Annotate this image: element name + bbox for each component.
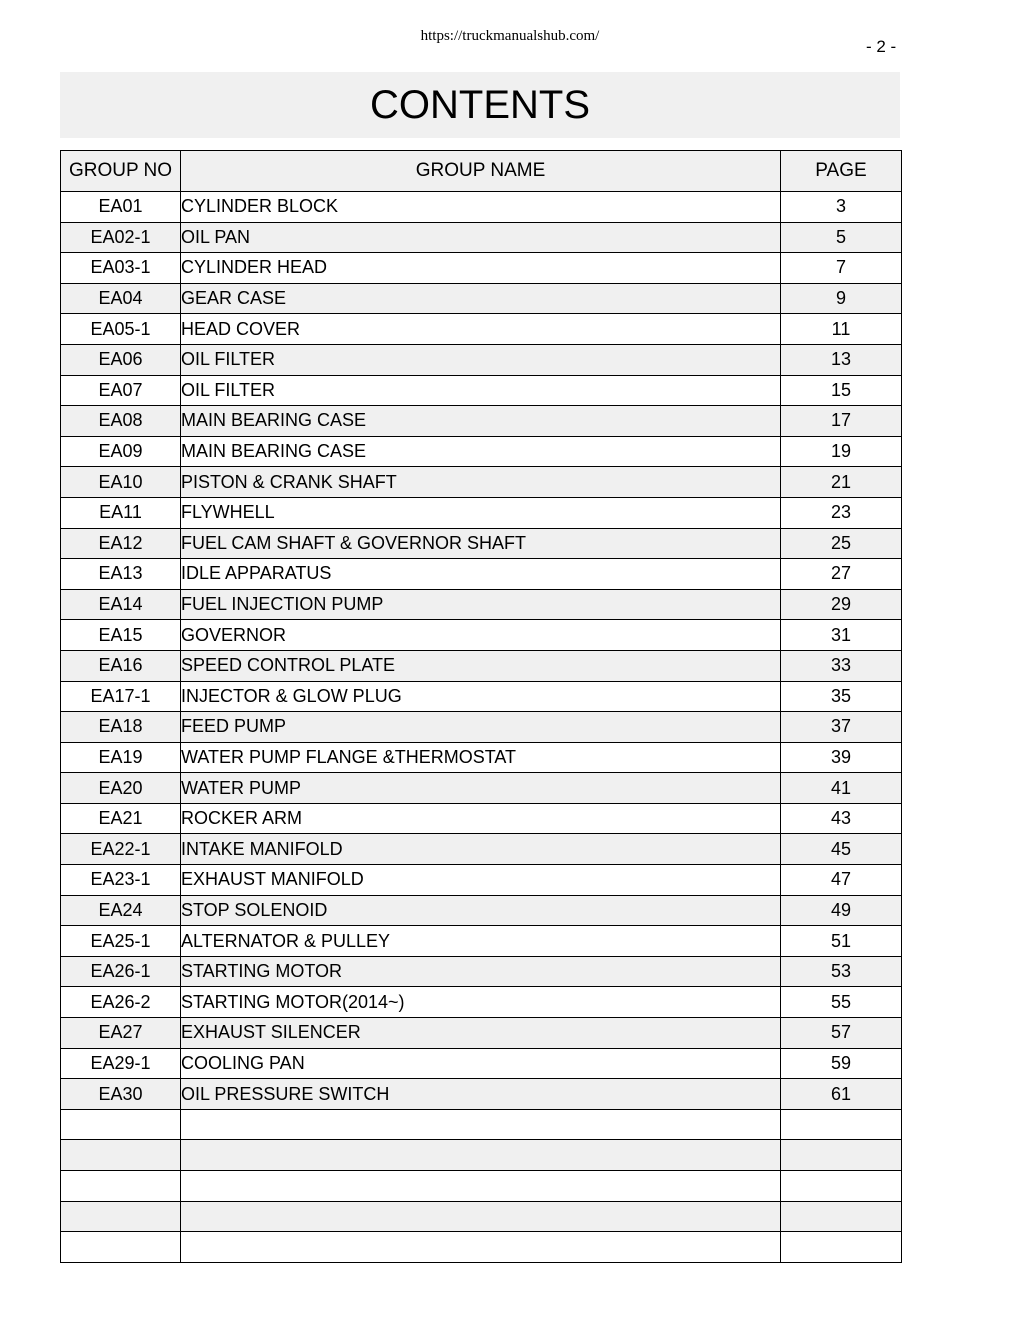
group-no-cell: EA10 bbox=[61, 467, 181, 498]
table-row bbox=[61, 283, 902, 314]
group-name-cell: STOP SOLENOID bbox=[181, 895, 781, 926]
group-no-cell bbox=[61, 1140, 181, 1171]
page-cell: 41 bbox=[781, 773, 902, 804]
group-no-cell: EA14 bbox=[61, 589, 181, 620]
page-cell: 55 bbox=[781, 987, 902, 1018]
group-no-cell bbox=[61, 1171, 181, 1202]
group-no-cell: EA02-1 bbox=[61, 222, 181, 253]
table-row bbox=[61, 467, 902, 498]
group-no-cell: EA23-1 bbox=[61, 865, 181, 896]
group-name-cell: CYLINDER BLOCK bbox=[181, 192, 781, 223]
group-name-cell: GOVERNOR bbox=[181, 620, 781, 651]
table-row bbox=[61, 742, 902, 773]
group-name-cell: IDLE APPARATUS bbox=[181, 559, 781, 590]
page-cell: 11 bbox=[781, 314, 902, 345]
table-row bbox=[61, 314, 902, 345]
table-row bbox=[61, 589, 902, 620]
group-no-cell: EA05-1 bbox=[61, 314, 181, 345]
table-row bbox=[61, 620, 902, 651]
table-row bbox=[61, 1232, 902, 1263]
page-cell: 19 bbox=[781, 436, 902, 467]
group-no-cell: EA06 bbox=[61, 344, 181, 375]
group-name-cell: FEED PUMP bbox=[181, 712, 781, 743]
table-row bbox=[61, 773, 902, 804]
page-cell: 49 bbox=[781, 895, 902, 926]
page-cell: 35 bbox=[781, 681, 902, 712]
page-cell: 27 bbox=[781, 559, 902, 590]
group-name-cell: WATER PUMP FLANGE &THERMOSTAT bbox=[181, 742, 781, 773]
group-no-cell: EA12 bbox=[61, 528, 181, 559]
table-row bbox=[61, 497, 902, 528]
group-name-cell: STARTING MOTOR bbox=[181, 956, 781, 987]
group-no-cell: EA27 bbox=[61, 1018, 181, 1049]
page-number: - 2 - bbox=[866, 37, 897, 56]
table-row bbox=[61, 1201, 902, 1232]
group-name-cell: INJECTOR & GLOW PLUG bbox=[181, 681, 781, 712]
page-cell: 17 bbox=[781, 406, 902, 437]
group-name-cell: ALTERNATOR & PULLEY bbox=[181, 926, 781, 957]
table-row bbox=[61, 375, 902, 406]
page-cell: 61 bbox=[781, 1079, 902, 1110]
page-cell: 43 bbox=[781, 803, 902, 834]
table-row bbox=[61, 1018, 902, 1049]
group-no-cell: EA15 bbox=[61, 620, 181, 651]
group-no-cell: EA13 bbox=[61, 559, 181, 590]
contents-table-body bbox=[61, 192, 902, 1263]
group-name-cell: FLYWHELL bbox=[181, 497, 781, 528]
page-cell bbox=[781, 1109, 902, 1140]
column-header-group-name: GROUP NAME bbox=[181, 151, 781, 192]
page-cell: 37 bbox=[781, 712, 902, 743]
group-no-cell: EA01 bbox=[61, 192, 181, 223]
page-cell: 33 bbox=[781, 650, 902, 681]
group-no-cell: EA16 bbox=[61, 650, 181, 681]
table-row bbox=[61, 926, 902, 957]
group-no-cell: EA07 bbox=[61, 375, 181, 406]
group-name-cell: INTAKE MANIFOLD bbox=[181, 834, 781, 865]
group-no-cell bbox=[61, 1201, 181, 1232]
table-row bbox=[61, 192, 902, 223]
group-no-cell bbox=[61, 1232, 181, 1263]
page-cell: 23 bbox=[781, 497, 902, 528]
page-cell: 5 bbox=[781, 222, 902, 253]
group-no-cell: EA18 bbox=[61, 712, 181, 743]
group-no-cell: EA22-1 bbox=[61, 834, 181, 865]
page-cell: 47 bbox=[781, 865, 902, 896]
group-no-cell: EA20 bbox=[61, 773, 181, 804]
group-name-cell bbox=[181, 1140, 781, 1171]
table-row bbox=[61, 253, 902, 284]
page-cell: 51 bbox=[781, 926, 902, 957]
group-no-cell: EA08 bbox=[61, 406, 181, 437]
group-no-cell: EA25-1 bbox=[61, 926, 181, 957]
group-no-cell: EA26-1 bbox=[61, 956, 181, 987]
group-name-cell: STARTING MOTOR(2014~) bbox=[181, 987, 781, 1018]
group-name-cell: ROCKER ARM bbox=[181, 803, 781, 834]
table-row bbox=[61, 987, 902, 1018]
group-name-cell: OIL PRESSURE SWITCH bbox=[181, 1079, 781, 1110]
table-row bbox=[61, 1140, 902, 1171]
page-cell bbox=[781, 1232, 902, 1263]
group-no-cell: EA09 bbox=[61, 436, 181, 467]
group-no-cell: EA29-1 bbox=[61, 1048, 181, 1079]
group-no-cell: EA03-1 bbox=[61, 253, 181, 284]
table-row bbox=[61, 344, 902, 375]
page-cell: 21 bbox=[781, 467, 902, 498]
group-name-cell bbox=[181, 1109, 781, 1140]
column-header-page: PAGE bbox=[781, 151, 902, 192]
page-cell: 31 bbox=[781, 620, 902, 651]
group-name-cell: GEAR CASE bbox=[181, 283, 781, 314]
contents-table bbox=[60, 150, 902, 1263]
group-name-cell: WATER PUMP bbox=[181, 773, 781, 804]
table-row bbox=[61, 803, 902, 834]
table-row bbox=[61, 834, 902, 865]
page-cell: 3 bbox=[781, 192, 902, 223]
group-name-cell: PISTON & CRANK SHAFT bbox=[181, 467, 781, 498]
table-row bbox=[61, 436, 902, 467]
group-name-cell: FUEL INJECTION PUMP bbox=[181, 589, 781, 620]
table-row bbox=[61, 1171, 902, 1202]
group-no-cell: EA17-1 bbox=[61, 681, 181, 712]
table-row bbox=[61, 1109, 902, 1140]
page-cell: 13 bbox=[781, 344, 902, 375]
table-row bbox=[61, 559, 902, 590]
group-name-cell: OIL PAN bbox=[181, 222, 781, 253]
table-row bbox=[61, 681, 902, 712]
table-row bbox=[61, 1048, 902, 1079]
page-cell: 57 bbox=[781, 1018, 902, 1049]
group-no-cell: EA21 bbox=[61, 803, 181, 834]
group-name-cell: EXHAUST MANIFOLD bbox=[181, 865, 781, 896]
group-no-cell: EA26-2 bbox=[61, 987, 181, 1018]
group-name-cell: SPEED CONTROL PLATE bbox=[181, 650, 781, 681]
source-url[interactable]: https://truckmanualshub.com/ bbox=[420, 28, 600, 44]
table-header-row bbox=[61, 151, 902, 192]
page-cell: 9 bbox=[781, 283, 902, 314]
group-name-cell: HEAD COVER bbox=[181, 314, 781, 345]
group-name-cell: CYLINDER HEAD bbox=[181, 253, 781, 284]
group-name-cell bbox=[181, 1232, 781, 1263]
page-cell: 29 bbox=[781, 589, 902, 620]
group-name-cell bbox=[181, 1201, 781, 1232]
group-no-cell: EA19 bbox=[61, 742, 181, 773]
table-row bbox=[61, 712, 902, 743]
table-row bbox=[61, 895, 902, 926]
table-row bbox=[61, 406, 902, 437]
group-name-cell: OIL FILTER bbox=[181, 375, 781, 406]
group-no-cell: EA30 bbox=[61, 1079, 181, 1110]
table-row bbox=[61, 528, 902, 559]
group-name-cell: MAIN BEARING CASE bbox=[181, 406, 781, 437]
table-row bbox=[61, 222, 902, 253]
page-title: CONTENTS bbox=[60, 72, 900, 138]
group-name-cell: OIL FILTER bbox=[181, 344, 781, 375]
group-no-cell bbox=[61, 1109, 181, 1140]
page-cell bbox=[781, 1140, 902, 1171]
page-cell bbox=[781, 1201, 902, 1232]
page-cell: 39 bbox=[781, 742, 902, 773]
page-cell: 15 bbox=[781, 375, 902, 406]
table-row bbox=[61, 650, 902, 681]
group-name-cell: MAIN BEARING CASE bbox=[181, 436, 781, 467]
column-header-group-no: GROUP NO bbox=[61, 151, 181, 192]
page-cell: 7 bbox=[781, 253, 902, 284]
group-name-cell: FUEL CAM SHAFT & GOVERNOR SHAFT bbox=[181, 528, 781, 559]
page-cell: 59 bbox=[781, 1048, 902, 1079]
group-no-cell: EA04 bbox=[61, 283, 181, 314]
group-name-cell: COOLING PAN bbox=[181, 1048, 781, 1079]
table-row bbox=[61, 956, 902, 987]
group-name-cell bbox=[181, 1171, 781, 1202]
page-cell: 45 bbox=[781, 834, 902, 865]
group-no-cell: EA11 bbox=[61, 497, 181, 528]
page-cell bbox=[781, 1171, 902, 1202]
page-cell: 53 bbox=[781, 956, 902, 987]
page-cell: 25 bbox=[781, 528, 902, 559]
group-name-cell: EXHAUST SILENCER bbox=[181, 1018, 781, 1049]
table-row bbox=[61, 1079, 902, 1110]
table-row bbox=[61, 865, 902, 896]
group-no-cell: EA24 bbox=[61, 895, 181, 926]
